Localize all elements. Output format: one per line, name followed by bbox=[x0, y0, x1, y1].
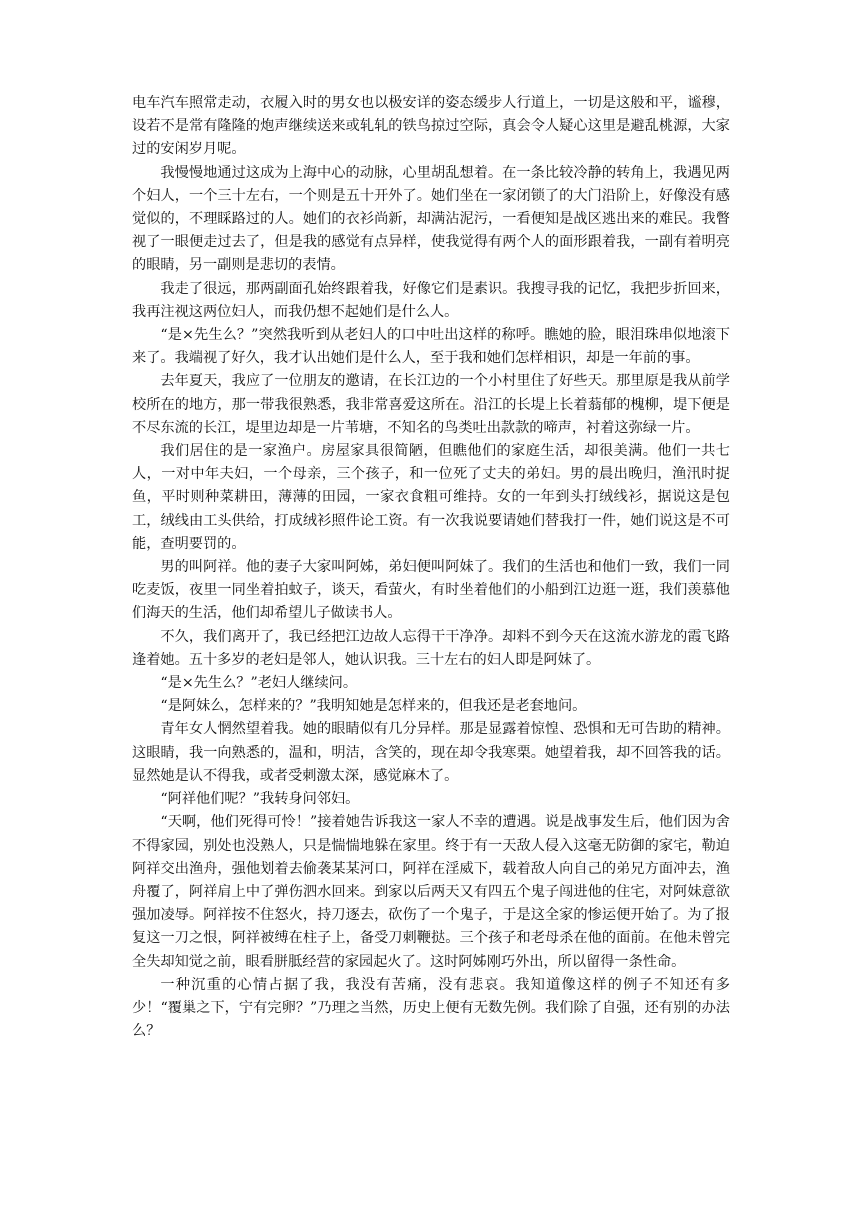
paragraph: 一种沉重的心情占据了我，我没有苦痛，没有悲哀。我知道像这样的例子不知还有多少！“覆巢之下，宁有完卵？”乃理之当然，历史上便有无数先例。我们除了自强，还有别的办法么？ bbox=[132, 976, 730, 1040]
paragraph: 男的叫阿祥。他的妻子大家叫阿姊，弟妇便叫阿妹了。我们的生活也和他们一致，我们一同吃麦饭，夜里一同坐着拍蚊子，谈天，看萤火，有时坐着他们的小船到江边逛一逛，我们羡慕他们海天的生活，他们却希望儿子做读书人。 bbox=[132, 559, 730, 622]
paragraph: 电车汽车照常走动，衣履入时的男女也以极安详的姿态缓步人行道上，一切是这般和平，谧穆，设若不是常有隆隆的炮声继续送来或轧轧的铁鸟掠过空际，真会令人疑心这里是避乱桃源，大家过的安闲岁月呢。 bbox=[132, 95, 730, 158]
paragraph: 去年夏天，我应了一位朋友的邀请，在长江边的一个小村里住了好些天。那里原是我从前学校所在的地方，那一带我很熟悉，我非常喜爱这所在。沿江的长堤上长着蓊郁的槐柳，堤下便是不尽东流的长江，堤里边却是一片苇塘，不知名的鸟类吐出款款的啼声，衬着这弥绿一片。 bbox=[132, 373, 730, 436]
paragraph: 我走了很远，那两副面孔始终跟着我，好像它们是素识。我搜寻我的记忆，我把步折回来，我再注视这两位妇人，而我仍想不起她们是什么人。 bbox=[132, 280, 730, 320]
paragraph: “是阿妹么，怎样来的？”我明知她是怎样来的，但我还是老套地问。 bbox=[160, 698, 587, 715]
paragraph: “是×先生么？”突然我听到从老妇人的口中吐出这样的称呼。瞧她的脸，眼泪珠串似地滚下来了。我端视了好久，我才认出她们是什么人，至于我和她们怎样相识，却是一年前的事。 bbox=[132, 327, 730, 367]
paragraph: “是×先生么？”老妇人继续问。 bbox=[160, 675, 358, 692]
article-body bbox=[132, 92, 730, 1043]
paragraph: 不久，我们离开了，我已经把江边故人忘得干干净净。却料不到今天在这流水游龙的霞飞路逢着她。五十多岁的老妇是邻人，她认识我。三十左右的妇人即是阿妹了。 bbox=[132, 628, 730, 668]
paragraph: “阿祥他们呢？”我转身问邻妇。 bbox=[160, 791, 360, 808]
paragraph: “天啊，他们死得可怜！”接着她告诉我这一家人不幸的遭遇。说是战事发生后，他们因为舍不得家园，别处也没熟人，只是惴惴地躲在家里。终于有一天敌人侵入这毫无防御的家宅，勒迫阿祥交出渔舟，强他划着去偷袭某某河口，阿祥在淫威下，载着敌人向自己的弟兄方面冲去，渔舟覆了，阿祥肩上中了弹伤泗水回来。到家以后两天又有四五个鬼子闯进他的住宅，对阿妹意欲强加凌辱。阿祥按不住怒火，持刀逐去，砍伤了一个鬼子，于是这全家的惨运便开始了。为了报复这一刀之恨，阿祥被缚在柱子上，备受刀刺鞭挞。三个孩子和老母杀在他的面前。在他未曾完全失却知觉之前，眼看胼胝经营的家园起火了。这时阿姊刚巧外出，所以留得一条性命。 bbox=[132, 814, 730, 970]
paragraph: 我慢慢地通过这成为上海中心的动脉，心里胡乱想着。在一条比较冷静的转角上，我遇见两个妇人，一个三十左右，一个则是五十开外了。她们坐在一家闭锁了的大门沿阶上，好像没有感觉似的，不理睬路过的人。她们的衣衫尚新，却满沾泥污，一看便知是战区逃出来的难民。我瞥视了一眼便走过去了，但是我的感觉有点异样，使我觉得有两个人的面形跟着我，一副有着明亮的眼睛，另一副则是悲切的表情。 bbox=[132, 164, 730, 274]
paragraph: 青年女人惘然望着我。她的眼睛似有几分异样。那是显露着惊惶、恐惧和无可告助的精神。这眼睛，我一向熟悉的，温和，明洁，含笑的，现在却令我寒栗。她望着我，却不回答我的话。显然她是认不得我，或者受刺激太深，感觉麻木了。 bbox=[132, 721, 730, 784]
paragraph: 我们居住的是一家渔户。房屋家具很简陋，但瞧他们的家庭生活，却很美满。他们一共七人，一对中年夫妇，一个母亲，三个孩子，和一位死了丈夫的弟妇。男的晨出晚归，渔汛时捉鱼，平时则种菜耕田，薄薄的田园，一家衣食粗可维持。女的一年到头打绒线衫，据说这是包工，绒线由工头供给，打成绒衫照件论工资。有一次我说要请她们替我打一件，她们说这是不可能，查明要罚的。 bbox=[132, 443, 730, 552]
